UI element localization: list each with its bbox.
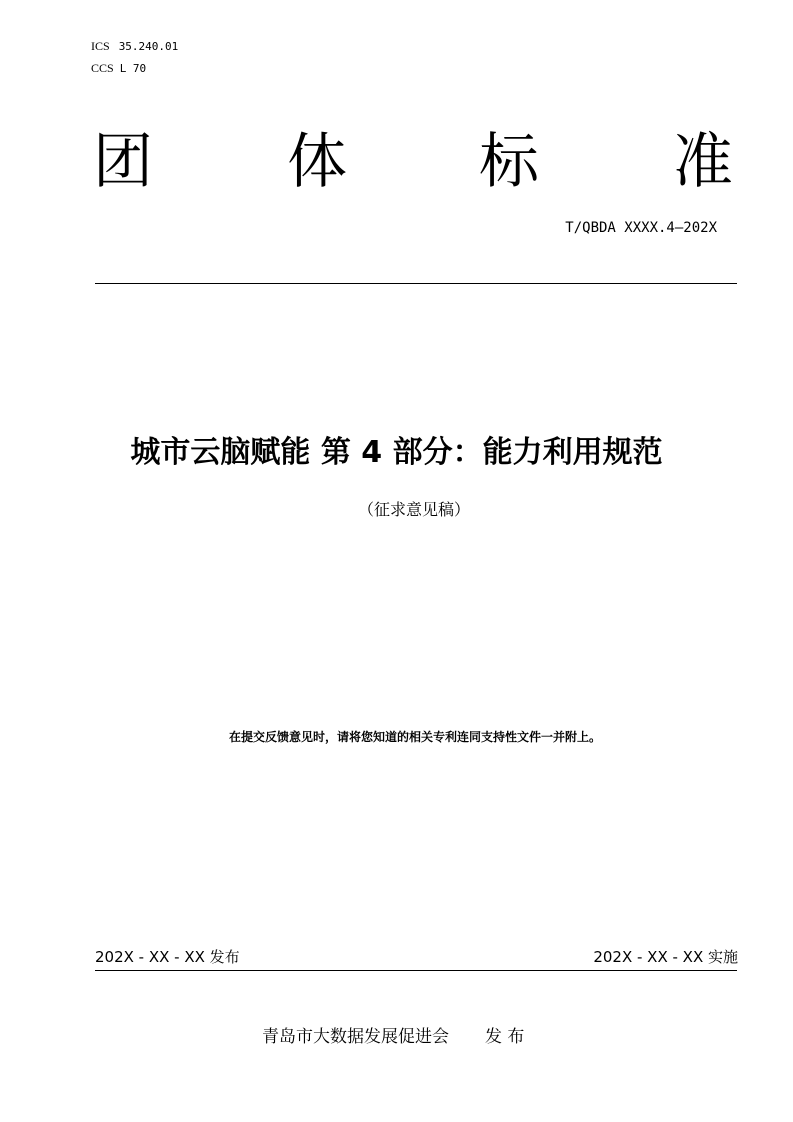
heading-char-1: 团	[93, 127, 153, 197]
draft-status: （征求意见稿）	[357, 500, 470, 519]
heading-char-3: 标	[479, 127, 539, 197]
heading-char-4: 准	[673, 127, 733, 197]
bottom-divider	[95, 970, 737, 971]
standard-number: T/QBDA XXXX.4—202X	[565, 220, 717, 236]
publisher-action: 发 布	[485, 1027, 525, 1047]
publisher-org: 青岛市大数据发展促进会	[262, 1027, 449, 1047]
top-divider	[95, 283, 737, 284]
publisher-line	[262, 1026, 524, 1048]
document-title: 城市云脑赋能 第 4 部分：能力利用规范	[130, 435, 663, 470]
patent-notice: 在提交反馈意见时，请将您知道的相关专利连同支持性文件一并附上。	[228, 730, 601, 744]
ccs-code	[91, 60, 146, 77]
heading-char-2: 体	[287, 127, 347, 197]
ccs-label: CCS	[91, 61, 114, 75]
implement-date: 202X - XX - XX 实施	[593, 948, 738, 966]
release-date: 202X - XX - XX 发布	[95, 948, 240, 966]
ccs-value: L 70	[119, 62, 147, 75]
ics-label: ICS	[91, 39, 110, 53]
ics-value: 35.240.01	[118, 40, 179, 53]
ics-code	[91, 38, 178, 55]
